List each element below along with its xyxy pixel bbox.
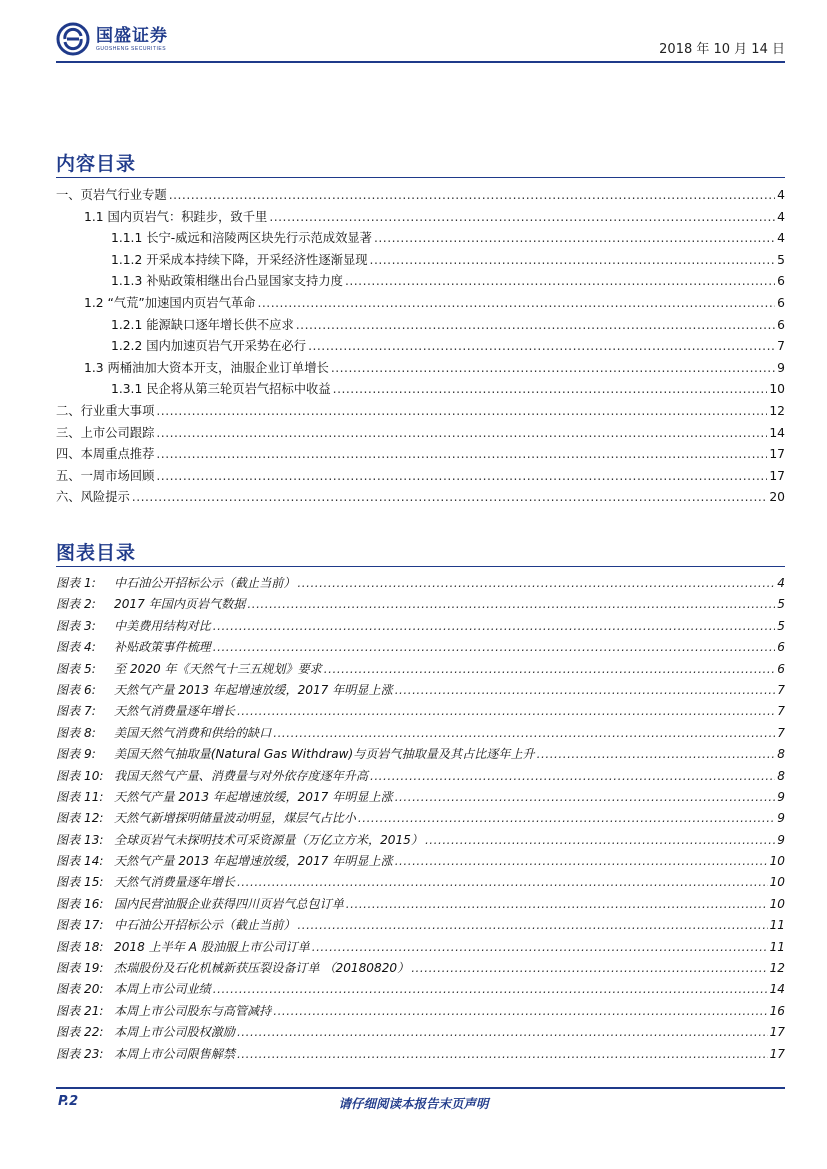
leader-dots <box>411 961 767 975</box>
toc-entry-page: 6 <box>777 317 785 332</box>
leader-dots <box>156 469 767 483</box>
toc-entry[interactable] <box>56 379 785 401</box>
figure-entry[interactable] <box>56 938 785 959</box>
figure-entry[interactable] <box>56 916 785 937</box>
toc-entry-page: 6 <box>777 274 785 289</box>
figure-page: 7 <box>777 725 785 740</box>
figures-title-divider <box>56 566 785 567</box>
figure-caption: 本周上市公司限售解禁 <box>114 1046 235 1061</box>
figure-label: 图表 13: <box>56 832 104 847</box>
figure-caption: 中石油公开招标公示（截止当前） <box>114 918 296 933</box>
page-number: P.2 <box>58 1094 79 1109</box>
figure-label: 图表 8: <box>56 725 96 740</box>
leader-dots <box>324 662 776 676</box>
toc-entry[interactable] <box>56 271 785 293</box>
logo-english-name: GUOSHENG SECURITIES <box>96 46 167 52</box>
leader-dots <box>346 897 768 911</box>
figure-label: 图表 6: <box>56 682 96 697</box>
figure-caption: 全球页岩气未探明技术可采资源量（万亿立方米，2015） <box>114 832 423 847</box>
figure-label: 图表 14: <box>56 854 104 869</box>
toc-entry-text: 1.1.3 补贴政策相继出台凸显国家支持力度 <box>111 274 343 289</box>
footer-divider <box>56 1087 785 1089</box>
figure-caption: 2017 年国内页岩气数据 <box>114 597 246 612</box>
figure-label: 图表 10: <box>56 768 104 783</box>
toc-entry[interactable] <box>56 207 785 229</box>
toc-entry-text: 1.2.2 国内加速页岩气开采势在必行 <box>111 339 307 354</box>
figure-entry[interactable] <box>56 745 785 766</box>
figure-entry[interactable] <box>56 980 785 1001</box>
figure-label: 图表 21: <box>56 1003 104 1018</box>
figure-entry[interactable] <box>56 724 785 745</box>
figure-page: 10 <box>769 896 785 911</box>
figure-caption: 美国天然气消费和供给的缺口 <box>114 725 272 740</box>
leader-dots <box>358 811 775 825</box>
figure-entry[interactable] <box>56 702 785 723</box>
toc-entry-text: 1.3 两桶油加大资本开支，油服企业订单增长 <box>84 360 329 375</box>
report-date: 2018 年 10 月 14 日 <box>659 42 785 57</box>
toc-entry-page: 4 <box>777 209 785 224</box>
figure-entry[interactable] <box>56 617 785 638</box>
figures-title: 图表目录 <box>56 542 137 564</box>
leader-dots <box>537 747 776 761</box>
toc-entry[interactable] <box>56 444 785 466</box>
figure-label: 图表 17: <box>56 918 104 933</box>
figure-label: 图表 15: <box>56 875 104 890</box>
leader-dots <box>156 447 767 461</box>
figure-page: 10 <box>769 854 785 869</box>
figure-label: 图表 9: <box>56 747 96 762</box>
toc-entry-text: 1.1 国内页岩气：积跬步，致千里 <box>84 209 268 224</box>
leader-dots <box>273 726 775 740</box>
toc-title-divider <box>56 177 785 178</box>
guosheng-logo-icon <box>56 22 90 56</box>
logo-chinese-name: 国盛证券 <box>96 26 168 46</box>
toc-entry[interactable] <box>56 487 785 509</box>
leader-dots <box>169 188 775 202</box>
figure-page: 17 <box>769 1046 785 1061</box>
figure-entry[interactable] <box>56 1045 785 1066</box>
figure-caption: 本周上市公司股东与高管减持 <box>114 1003 272 1018</box>
leader-dots <box>213 982 768 996</box>
toc-entry-text: 五、一周市场回顾 <box>56 468 155 483</box>
figure-caption: 杰瑞股份及石化机械新获压裂设备订单 （20180820） <box>114 961 410 976</box>
figure-entry[interactable] <box>56 681 785 702</box>
figure-entry[interactable] <box>56 638 785 659</box>
figure-page: 10 <box>769 875 785 890</box>
figure-page: 16 <box>769 1003 785 1018</box>
figure-caption: 天然气产量 2013 年起增速放缓，2017 年明显上涨 <box>114 789 393 804</box>
figure-entry[interactable] <box>56 852 785 873</box>
figure-entry[interactable] <box>56 788 785 809</box>
leader-dots <box>370 769 775 783</box>
figure-label: 图表 4: <box>56 640 96 655</box>
toc-entry-text: 三、上市公司跟踪 <box>56 425 155 440</box>
leader-dots <box>237 1047 768 1061</box>
leader-dots <box>374 231 775 245</box>
figure-page: 6 <box>777 661 785 676</box>
figure-entry[interactable] <box>56 1002 785 1023</box>
toc-entry-text: 四、本周重点推荐 <box>56 447 155 462</box>
figure-label: 图表 3: <box>56 618 96 633</box>
figure-page: 12 <box>769 961 785 976</box>
toc-entry[interactable] <box>56 358 785 380</box>
figure-page: 8 <box>777 768 785 783</box>
figure-label: 图表 20: <box>56 982 104 997</box>
toc-title: 内容目录 <box>56 153 137 175</box>
figure-page: 14 <box>769 982 785 997</box>
leader-dots <box>213 640 776 654</box>
toc-entry-page: 6 <box>777 295 785 310</box>
toc-entry-page: 17 <box>769 468 785 483</box>
toc-entry[interactable] <box>56 315 785 337</box>
figure-page: 11 <box>769 918 785 933</box>
leader-dots <box>247 597 775 611</box>
leader-dots <box>257 296 775 310</box>
toc-entry-page: 10 <box>769 382 785 397</box>
figure-entry[interactable] <box>56 831 785 852</box>
figure-entry[interactable] <box>56 959 785 980</box>
toc-entry-page: 20 <box>769 490 785 505</box>
toc-entry-text: 二、行业重大事项 <box>56 403 155 418</box>
toc-entry[interactable] <box>56 293 785 315</box>
figure-caption: 天然气产量 2013 年起增速放缓，2017 年明显上涨 <box>114 682 393 697</box>
figure-page: 9 <box>777 811 785 826</box>
toc-entry-page: 12 <box>769 403 785 418</box>
figure-caption: 天然气消费量逐年增长 <box>114 875 235 890</box>
toc-entry-page: 9 <box>777 360 785 375</box>
toc-entry-text: 一、页岩气行业专题 <box>56 188 167 202</box>
leader-dots <box>370 253 776 267</box>
leader-dots <box>297 918 767 932</box>
figure-page: 5 <box>777 618 785 633</box>
toc-entry[interactable] <box>56 423 785 445</box>
leader-dots <box>132 490 768 504</box>
toc-entry-page: 14 <box>769 425 785 440</box>
disclaimer-note: 请仔细阅读本报告末页声明 <box>338 1096 489 1111</box>
figure-page: 8 <box>777 747 785 762</box>
figure-entry[interactable] <box>56 873 785 894</box>
leader-dots <box>395 790 776 804</box>
figure-caption: 天然气新增探明储量波动明显，煤层气占比小 <box>114 811 356 826</box>
leader-dots <box>269 210 775 224</box>
figure-label: 图表 5: <box>56 661 96 676</box>
toc-entry-page: 7 <box>777 339 785 354</box>
leader-dots <box>308 339 775 353</box>
figure-label: 图表 2: <box>56 597 96 612</box>
figure-page: 6 <box>777 640 785 655</box>
figure-label: 图表 7: <box>56 704 96 719</box>
toc-entry-page: 5 <box>777 252 785 267</box>
figure-page: 17 <box>769 1025 785 1040</box>
toc-entry-text: 1.1.1 长宁-威远和涪陵两区块先行示范成效显著 <box>111 231 372 246</box>
figure-caption: 2018 上半年 A 股油服上市公司订单 <box>114 939 310 954</box>
figure-page: 4 <box>777 576 785 590</box>
toc-entry[interactable] <box>56 250 785 272</box>
figure-entry[interactable] <box>56 1023 785 1044</box>
figure-caption: 天然气消费量逐年增长 <box>114 704 235 719</box>
figure-page: 5 <box>777 597 785 612</box>
header-divider <box>56 61 785 63</box>
leader-dots <box>395 683 776 697</box>
page-header <box>56 22 785 62</box>
figure-caption: 中石油公开招标公示（截止当前） <box>114 576 296 590</box>
figure-label: 图表 16: <box>56 896 104 911</box>
figure-page: 7 <box>777 682 785 697</box>
figure-entry[interactable] <box>56 660 785 681</box>
company-logo <box>56 22 168 56</box>
figures-list <box>56 574 785 1066</box>
leader-dots <box>156 404 767 418</box>
figure-caption: 补贴政策事件梳理 <box>114 640 211 655</box>
toc-entry[interactable] <box>56 466 785 488</box>
toc-entry-text: 1.2 “气荒”加速国内页岩气革命 <box>84 295 256 310</box>
toc-entry[interactable] <box>56 228 785 250</box>
figure-page: 9 <box>777 832 785 847</box>
figure-label: 图表 19: <box>56 961 104 976</box>
toc-entry[interactable] <box>56 401 785 423</box>
figure-entry[interactable] <box>56 809 785 830</box>
figure-label: 图表 11: <box>56 789 104 804</box>
figure-caption: 本周上市公司业绩 <box>114 982 211 997</box>
figure-caption: 天然气产量 2013 年起增速放缓，2017 年明显上涨 <box>114 854 393 869</box>
toc-entry-text: 1.2.1 能源缺口逐年增长供不应求 <box>111 317 294 332</box>
leader-dots <box>345 274 775 288</box>
figure-label: 图表 22: <box>56 1025 104 1040</box>
leader-dots <box>296 318 775 332</box>
leader-dots <box>237 1025 768 1039</box>
leader-dots <box>312 940 768 954</box>
figure-caption: 本周上市公司股权激励 <box>114 1025 235 1040</box>
figure-page: 7 <box>777 704 785 719</box>
figure-label: 图表 18: <box>56 939 104 954</box>
figure-label: 图表 12: <box>56 811 104 826</box>
leader-dots <box>273 1004 767 1018</box>
toc-entry[interactable] <box>56 336 785 358</box>
leader-dots <box>237 704 775 718</box>
figure-entry[interactable] <box>56 574 785 595</box>
figure-entry[interactable] <box>56 595 785 616</box>
toc-entry-text: 1.3.1 民企将从第三轮页岩气招标中收益 <box>111 382 331 397</box>
figure-caption: 中美费用结构对比 <box>114 618 211 633</box>
toc-entry-text: 1.1.2 开采成本持续下降，开采经济性逐渐显现 <box>111 252 368 267</box>
figure-entry[interactable] <box>56 895 785 916</box>
figure-caption: 至 2020 年《天然气十三五规划》要求 <box>114 661 322 676</box>
toc-entry-page: 17 <box>769 447 785 462</box>
figure-entry[interactable] <box>56 767 785 788</box>
leader-dots <box>333 382 768 396</box>
figure-page: 11 <box>769 939 785 954</box>
toc-entry-page: 4 <box>777 231 785 246</box>
figure-label: 图表 1: <box>56 576 96 590</box>
leader-dots <box>156 426 767 440</box>
figure-caption: 美国天然气抽取量(Natural Gas Withdraw)与页岩气抽取量及其占比逐年上升 <box>114 747 535 762</box>
leader-dots <box>237 875 768 889</box>
figure-label: 图表 23: <box>56 1046 104 1061</box>
leader-dots <box>297 576 775 590</box>
leader-dots <box>331 361 775 375</box>
toc-list <box>56 185 785 509</box>
leader-dots <box>425 833 775 847</box>
toc-entry-page: 4 <box>777 188 785 202</box>
toc-entry[interactable] <box>56 185 785 207</box>
figure-caption: 我国天然气产量、消费量与对外依存度逐年升高 <box>114 768 368 783</box>
leader-dots <box>395 854 768 868</box>
figure-caption: 国内民营油服企业获得四川页岩气总包订单 <box>114 896 344 911</box>
toc-entry-text: 六、风险提示 <box>56 490 130 505</box>
figure-page: 9 <box>777 789 785 804</box>
leader-dots <box>213 619 776 633</box>
